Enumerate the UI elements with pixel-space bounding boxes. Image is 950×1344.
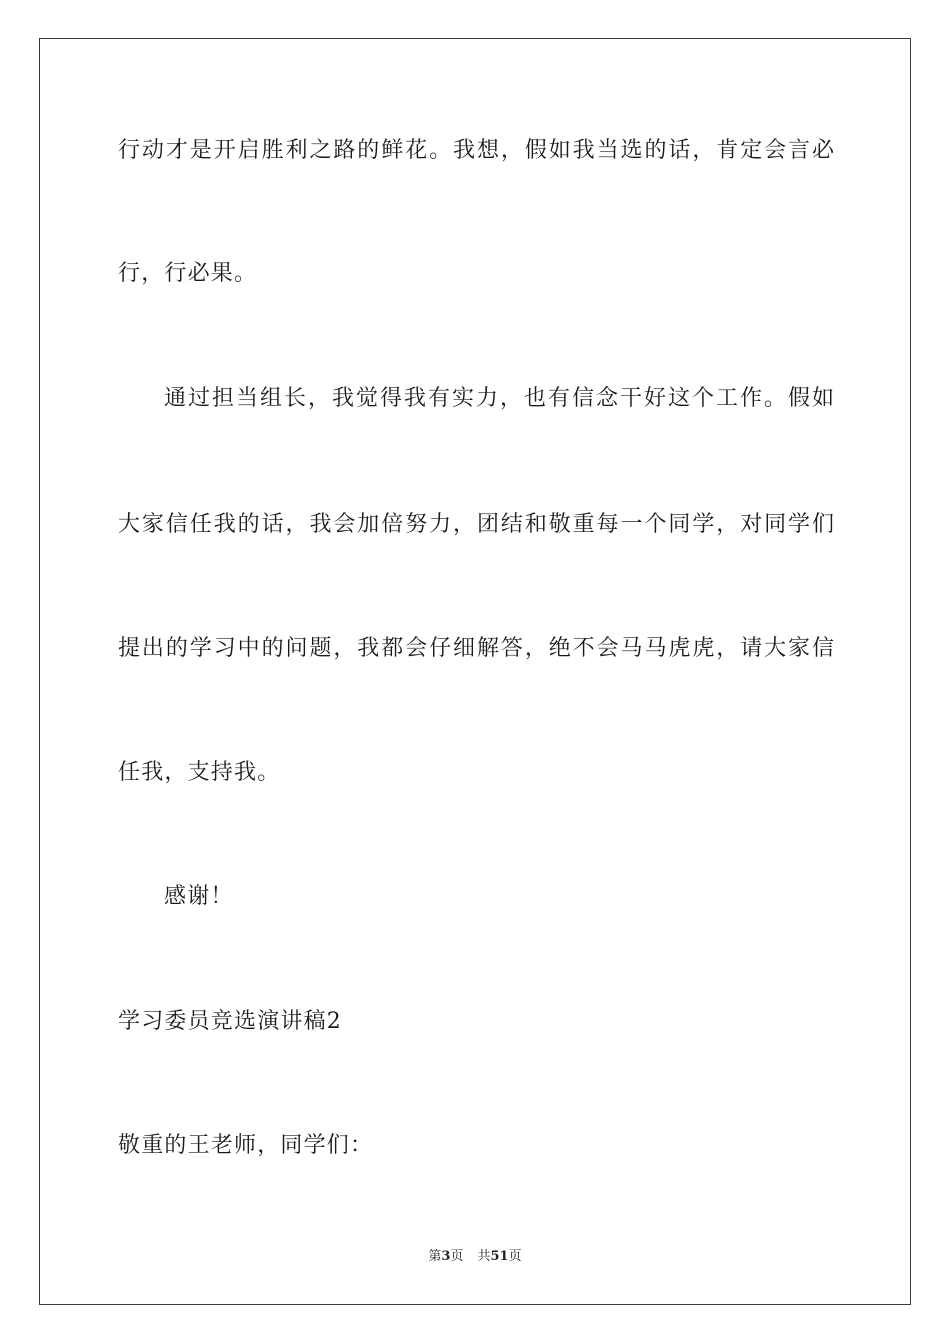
footer-total-pages: 51	[490, 1249, 509, 1264]
page-border	[39, 38, 911, 1305]
page-footer	[0, 1248, 950, 1266]
footer-total-prefix: 共	[477, 1249, 491, 1264]
closing-thanks: 感谢！	[164, 884, 234, 909]
paragraph-line-4: 大家信任我的话，我会加倍努力，团结和敬重每一个同学，对同学们	[118, 512, 834, 537]
section-heading: 学习委员竞选演讲稿2	[118, 1009, 342, 1034]
paragraph-line-3: 通过担当组长，我觉得我有实力，也有信念干好这个工作。假如	[164, 386, 834, 411]
paragraph-line-5: 提出的学习中的问题，我都会仔细解答，绝不会马马虎虎，请大家信	[118, 636, 834, 661]
paragraph-line-6: 任我，支持我。	[118, 760, 281, 785]
footer-page-number: 3	[441, 1249, 451, 1264]
salutation-line: 敬重的王老师，同学们：	[118, 1133, 374, 1158]
paragraph-line-1: 行动才是开启胜利之路的鲜花。我想，假如我当选的话，肯定会言必	[118, 138, 834, 163]
footer-total-suffix: 页	[508, 1249, 522, 1264]
footer-page-prefix: 第	[428, 1249, 442, 1264]
paragraph-line-2: 行，行必果。	[118, 261, 258, 286]
footer-page-suffix: 页	[450, 1249, 464, 1264]
